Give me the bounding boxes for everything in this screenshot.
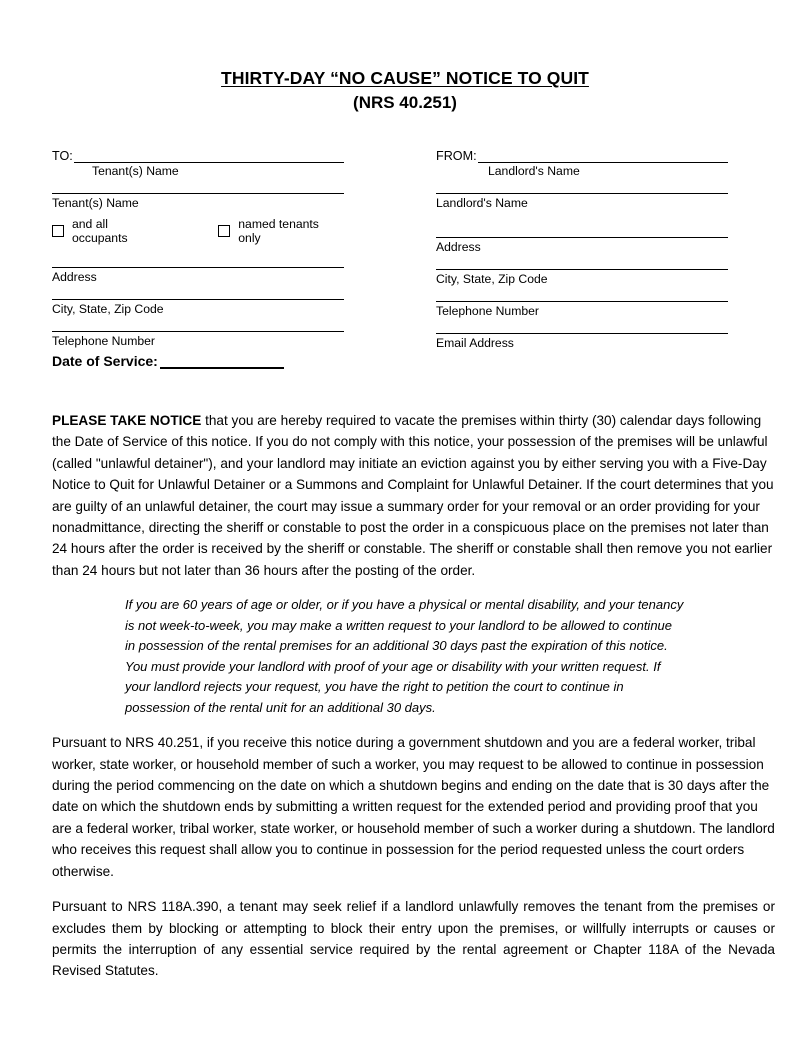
checkbox-named-tenants-only[interactable] — [218, 217, 344, 245]
page-title: THIRTY-DAY “NO CAUSE” NOTICE TO QUIT — [221, 68, 589, 88]
landlord-telephone-field[interactable]: Telephone Number — [436, 301, 728, 319]
checkbox-all-occupants-label: and all occupants — [72, 217, 128, 245]
date-of-service-label: Date of Service: — [52, 353, 158, 369]
occupant-checkbox-row — [52, 217, 344, 245]
to-caption: Tenant(s) Name — [92, 164, 179, 178]
checkbox-icon[interactable] — [218, 225, 230, 237]
to-fill-line[interactable] — [74, 148, 344, 163]
from-label: FROM: — [436, 149, 477, 163]
from-fill-line[interactable] — [478, 148, 728, 163]
landlord-email-field[interactable]: Email Address — [436, 333, 728, 351]
document-body — [52, 410, 775, 996]
tenant-address-field[interactable]: Address — [52, 267, 344, 285]
tenant-telephone-field[interactable]: Telephone Number — [52, 331, 344, 349]
landlord-city-state-zip-field[interactable]: City, State, Zip Code — [436, 269, 728, 287]
document-title-block — [0, 68, 810, 113]
tenant-name-field[interactable]: Tenant(s) Name — [52, 193, 344, 211]
from-line — [436, 146, 728, 163]
please-take-notice-text: that you are hereby required to vacate the premises within thirty (30) calendar days following the Date of Service of this notice. If you do not comply with this notice, your possession of the premises will be unlawful (called "unlawful detainer"), and your landlord may initiate an eviction against you by either serving you with a Five-Day Notice to Quit for Unlawful Detainer or a Summons and Complaint for Unlawful Detainer. If the court determines that you are guilty of an unlawful detainer, the court may issue a summary order for your removal or an order providing for your nonadmittance, directing the sheriff or constable to post the order in a conspicuous place on the premises not later than 24 hours after the order is received by the sheriff or constable. The sheriff or constable shall then remove you not earlier than 24 hours but not later than 36 hours after the posting of the order. — [52, 413, 774, 578]
government-shutdown-paragraph: Pursuant to NRS 40.251, if you receive this notice during a government shutdown and you are a federal worker, tribal worker, state worker, or household member of such a worker, you may request to be allowed to continue in possession during the period commencing on the date on which a shutdown begins and ending on the date that is 30 days after the date on which the shutdown ends by submitting a written request for the extended period and providing proof that you are a federal worker, tribal worker, state worker, or household member of such a worker during a shutdown. The landlord who receives this request shall allow you to continue in possession for the period requested unless the court orders otherwise. — [52, 735, 775, 879]
checkbox-icon[interactable] — [52, 225, 64, 237]
tenant-relief-paragraph: Pursuant to NRS 118A.390, a tenant may seek relief if a landlord unlawfully removes the tenant from the premises or excludes them by blocking or attempting to block their entry upon the premises, or willfully interrupts or causes or permits the interruption of any essential service required by the rental agreement or Chapter 118A of the Nevada Revised Statutes. — [52, 899, 775, 979]
landlord-name-field[interactable]: Landlord's Name — [436, 193, 728, 211]
from-caption: Landlord's Name — [488, 164, 580, 178]
checkbox-named-tenants-label: named tenants only — [238, 217, 319, 245]
statute-reference: (NRS 40.251) — [353, 93, 457, 112]
landlord-address-field[interactable]: Address — [436, 237, 728, 255]
date-of-service-input[interactable] — [160, 352, 284, 369]
recipient-block — [52, 146, 344, 349]
tenant-city-state-zip-field[interactable]: City, State, Zip Code — [52, 299, 344, 317]
date-of-service-row — [52, 352, 284, 369]
please-take-notice-lead: PLEASE TAKE NOTICE — [52, 413, 202, 428]
please-take-notice-paragraph — [52, 410, 775, 581]
to-label: TO: — [52, 149, 73, 163]
to-line — [52, 146, 344, 163]
senior-disability-notice: If you are 60 years of age or older, or if you have a physical or mental disability, and your tenancy is not week-to-week, you may make a written request to your landlord to be allowed to continue in possession of the rental premises for an additional 30 days past the expiration of this notice. You must provide your landlord with proof of your age or disability with your written request. If your landlord rejects your request, you have the right to petition the court to continue in possession of the rental unit for an additional 30 days. — [125, 597, 684, 715]
sender-block — [436, 146, 728, 351]
checkbox-all-occupants[interactable] — [52, 217, 166, 245]
